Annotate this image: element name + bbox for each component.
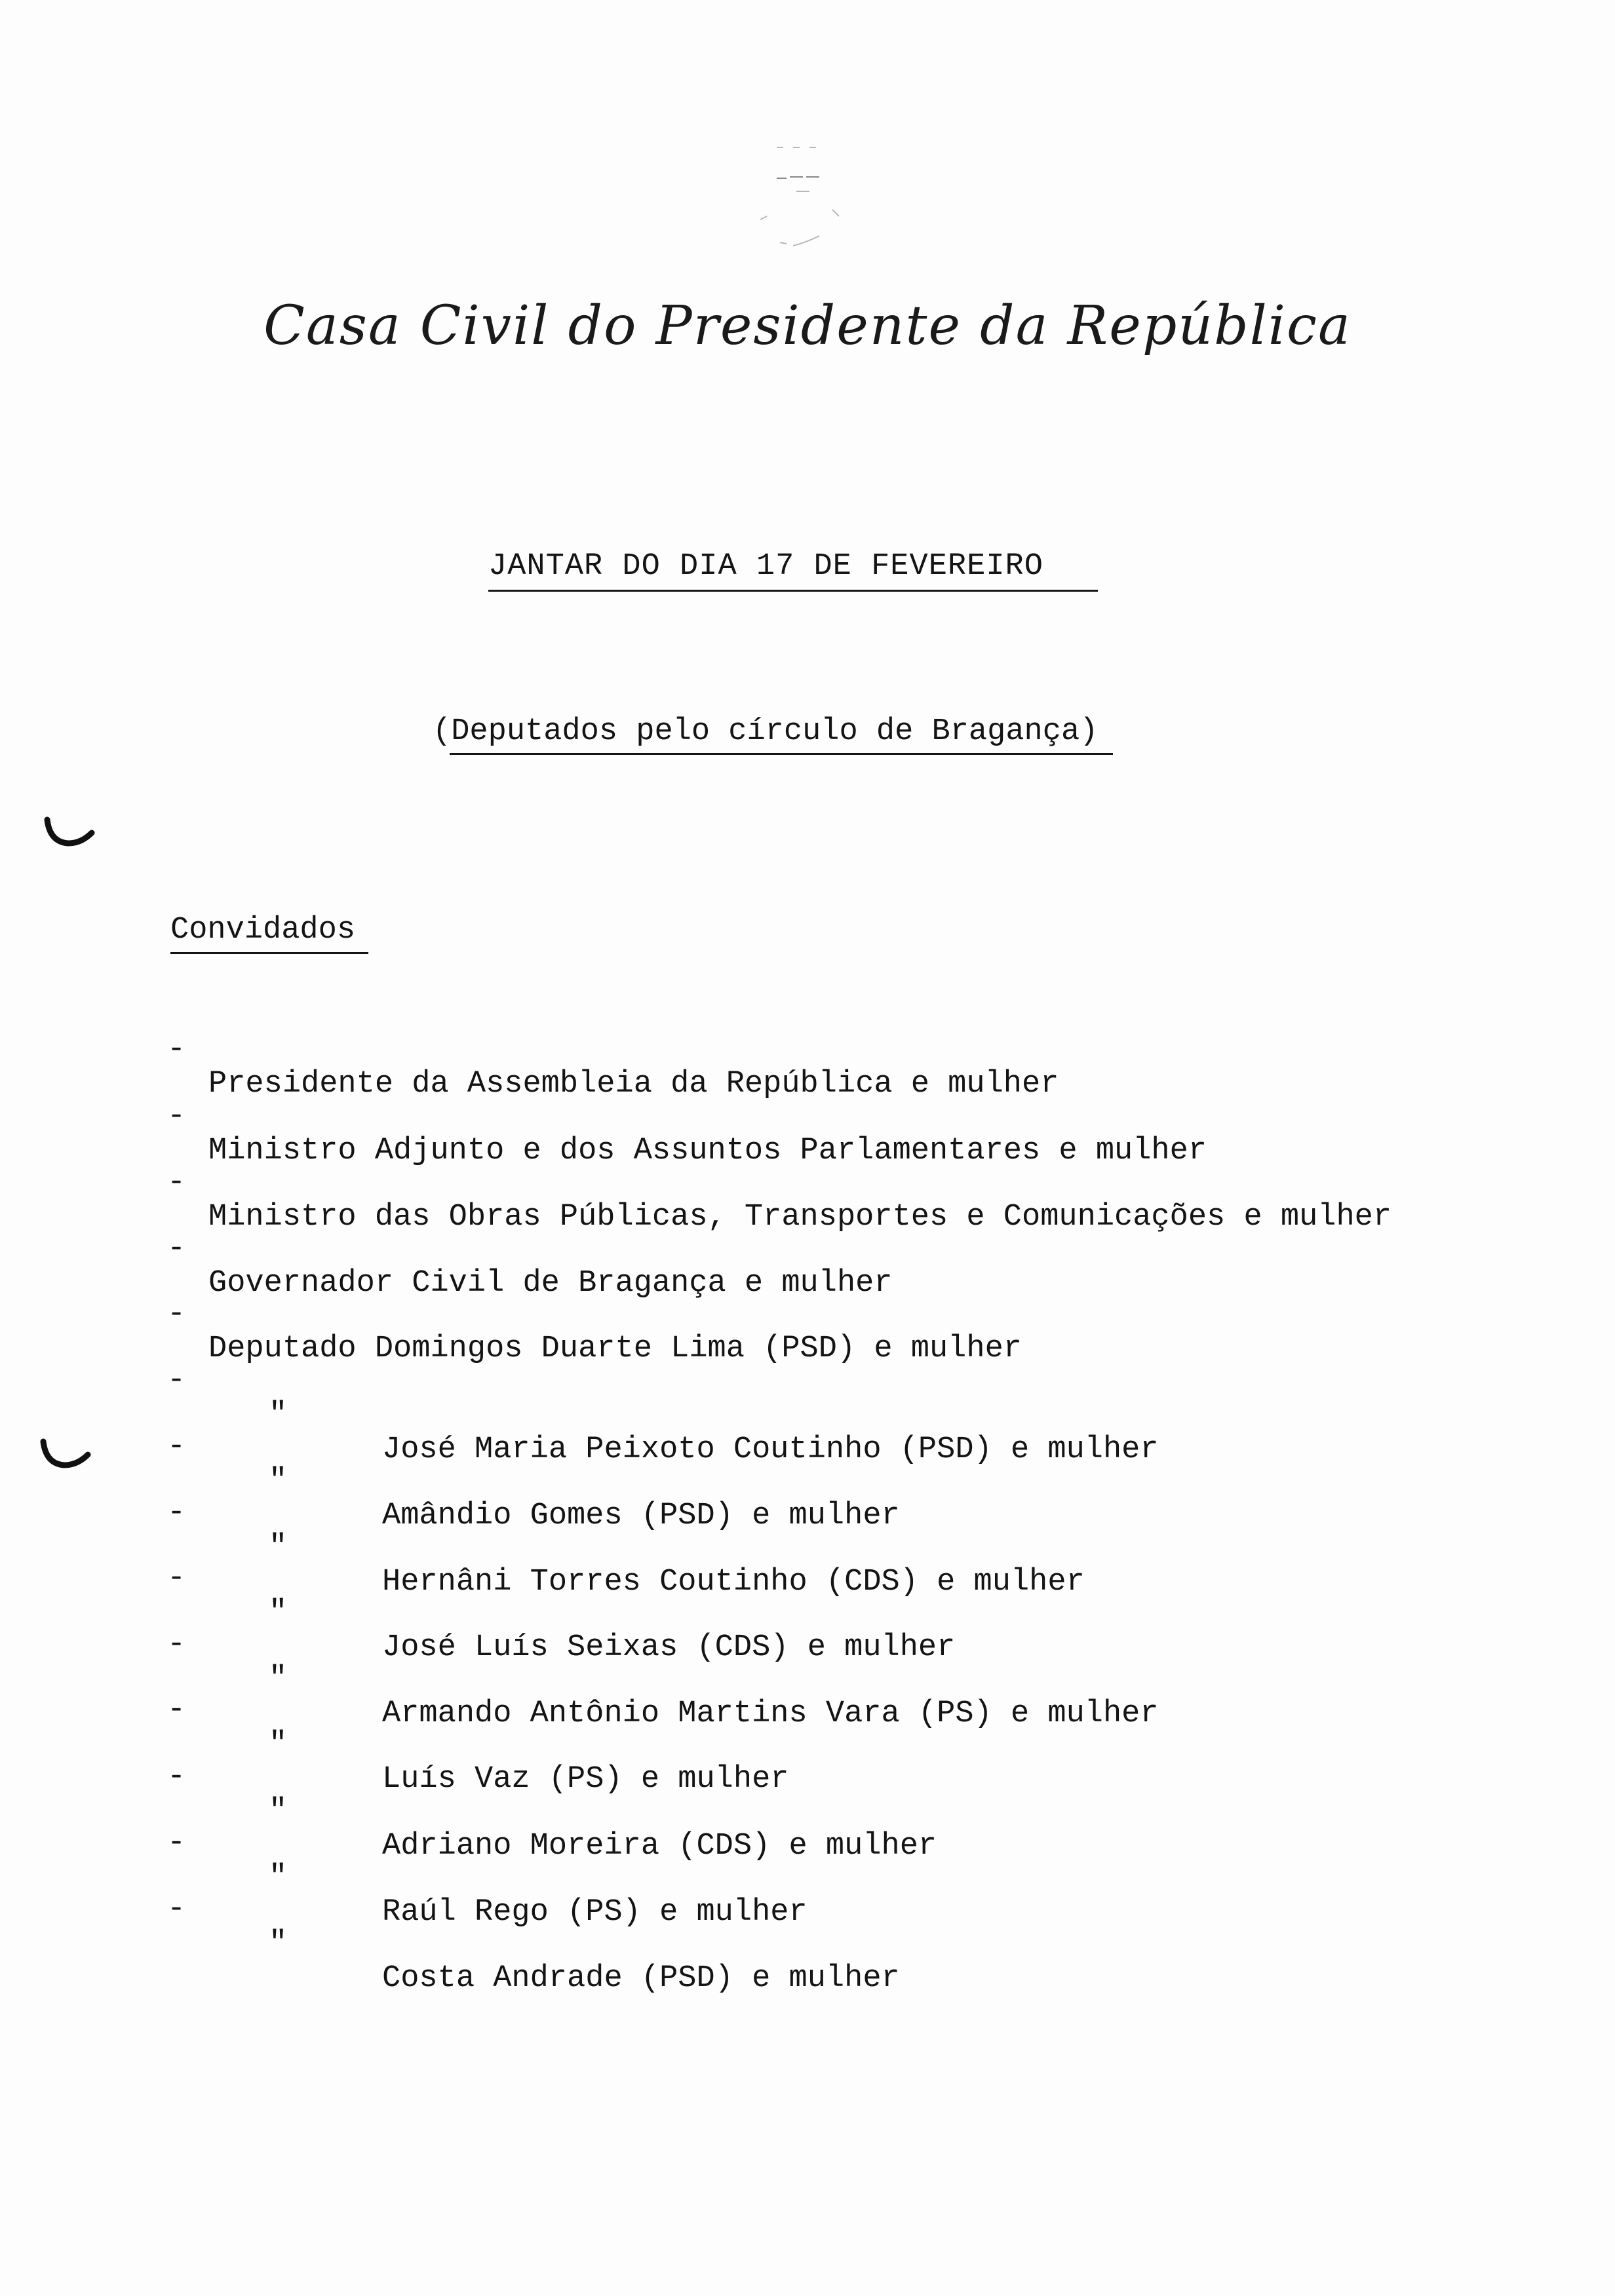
guest-name: Adriano Moreira (CDS) e mulher bbox=[382, 1829, 937, 1864]
list-dash: - bbox=[167, 1032, 186, 1067]
guest-name: Luís Vaz (PS) e mulher bbox=[382, 1762, 789, 1797]
list-dash: - bbox=[167, 1231, 186, 1266]
list-dash: - bbox=[167, 1693, 186, 1727]
list-dash: - bbox=[167, 1826, 186, 1860]
check-mark-icon bbox=[39, 1438, 92, 1477]
guest-name: José Luís Seixas (CDS) e mulher bbox=[382, 1630, 956, 1665]
guest-name: Hernâni Torres Coutinho (CDS) e mulher bbox=[382, 1565, 1085, 1599]
list-dash: - bbox=[167, 1561, 186, 1596]
list-dash: - bbox=[167, 1099, 186, 1134]
list-dash: - bbox=[167, 1165, 186, 1200]
list-dash: - bbox=[167, 1627, 186, 1662]
guest-name: Costa Andrade (PSD) e mulher bbox=[382, 1961, 900, 1996]
list-dash: - bbox=[167, 1495, 186, 1530]
ditto-mark: " bbox=[269, 1727, 288, 1762]
list-dash: - bbox=[167, 1429, 186, 1464]
guest-name: Governador Civil de Bragança e mulher bbox=[208, 1266, 893, 1301]
document-subtitle: (Deputados pelo círculo de Bragança) bbox=[433, 714, 1099, 749]
title-underline bbox=[488, 590, 1098, 592]
letterhead: Casa Civil do Presidente da República bbox=[263, 295, 1352, 357]
section-heading: Convidados bbox=[170, 913, 356, 947]
subtitle-underline bbox=[450, 753, 1113, 755]
ditto-mark: " bbox=[269, 1860, 288, 1895]
ditto-mark: " bbox=[269, 1926, 288, 1961]
list-item bbox=[0, 997, 1059, 1101]
guest-name: Ministro Adjunto e dos Assuntos Parlamentares e mulher bbox=[208, 1134, 1207, 1168]
document-title: JANTAR DO DIA 17 DE FEVEREIRO bbox=[488, 549, 1043, 584]
guest-name: Presidente da Assembleia da República e mulher bbox=[208, 1067, 1059, 1101]
guest-name: Armando Antônio Martins Vara (PS) e mulher bbox=[382, 1696, 1159, 1731]
list-dash: - bbox=[167, 1297, 186, 1331]
list-dash: - bbox=[167, 1892, 186, 1926]
guest-name: Amândio Gomes (PSD) e mulher bbox=[382, 1499, 900, 1533]
guest-name: Raúl Rego (PS) e mulher bbox=[382, 1895, 808, 1930]
ditto-mark: " bbox=[269, 1464, 288, 1499]
guest-name: Deputado Domingos Duarte Lima (PSD) e mulher bbox=[208, 1331, 1022, 1366]
guest-name: José Maria Peixoto Coutinho (PSD) e mulher bbox=[382, 1432, 1159, 1467]
ditto-mark: " bbox=[269, 1530, 288, 1565]
section-underline bbox=[170, 952, 368, 954]
ditto-mark: " bbox=[269, 1596, 288, 1630]
ditto-mark: " bbox=[269, 1398, 288, 1432]
check-mark-icon bbox=[43, 816, 96, 855]
list-dash: - bbox=[167, 1759, 186, 1794]
emblem-icon bbox=[741, 138, 859, 269]
guest-name: Ministro das Obras Públicas, Transportes e Comunicações e mulher bbox=[208, 1200, 1392, 1234]
ditto-mark: " bbox=[269, 1794, 288, 1829]
list-dash: - bbox=[167, 1363, 186, 1398]
ditto-mark: " bbox=[269, 1662, 288, 1696]
